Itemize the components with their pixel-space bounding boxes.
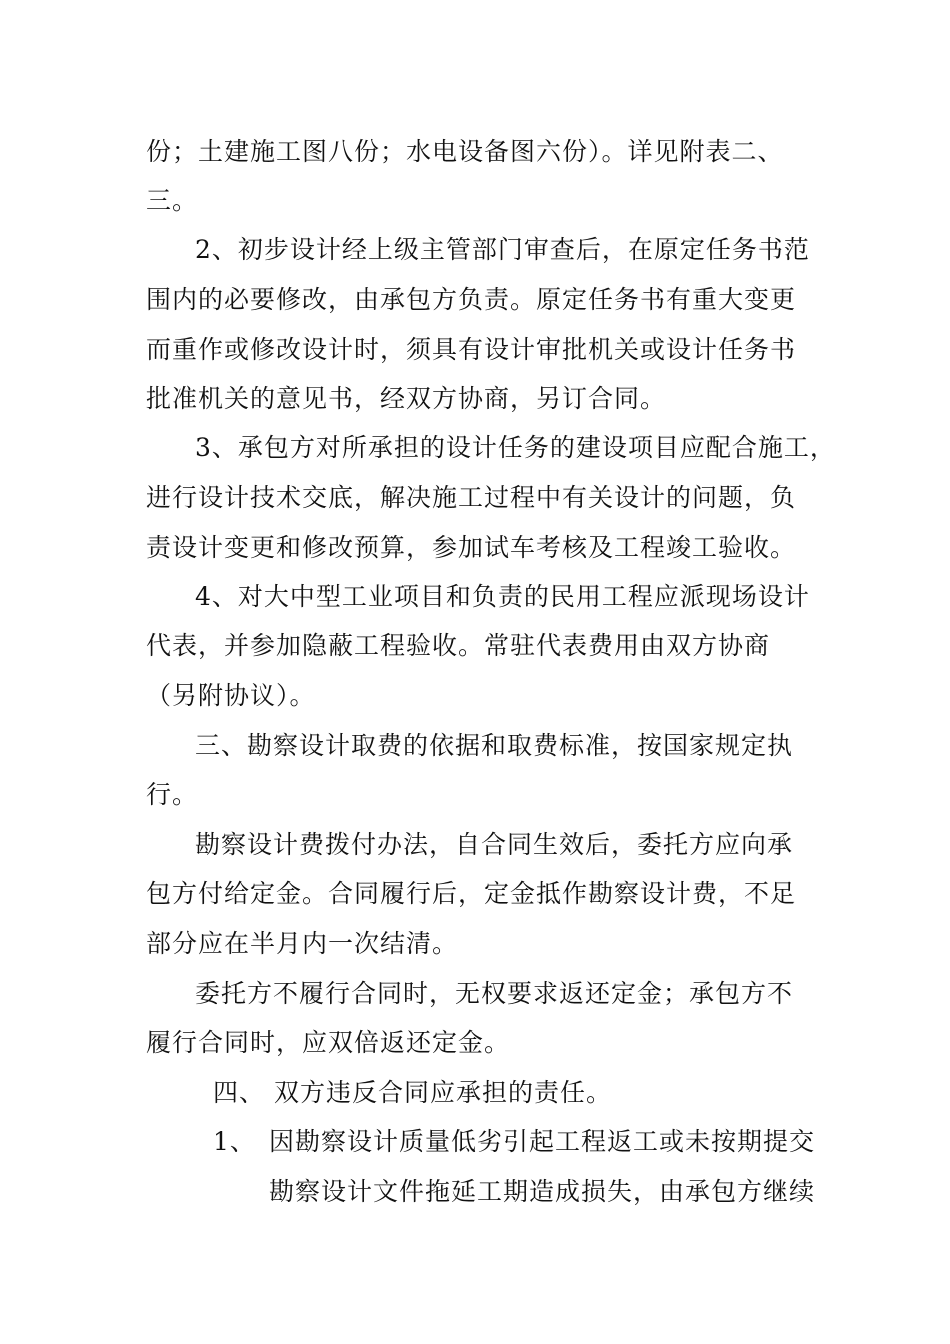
text-line: 责设计变更和修改预算，参加试车考核及工程竣工验收。 (146, 533, 797, 562)
text-line: 围内的必要修改，由承包方负责。原定任务书有重大变更 (146, 285, 797, 314)
text-line: 4、对大中型工业项目和负责的民用工程应派现场设计 (195, 582, 810, 611)
text-line: 部分应在半月内一次结清。 (146, 929, 459, 958)
text-line: 批准机关的意见书，经双方协商，另订合同。 (146, 384, 667, 413)
text-line: 3、承包方对所承担的设计任务的建设项目应配合施工， (195, 433, 836, 462)
text-line: 履行合同时，应双倍返还定金。 (146, 1028, 511, 1057)
text-line: 委托方不履行合同时，无权要求返还定金；承包方不 (195, 979, 794, 1008)
text-line: 勘察设计文件拖延工期造成损失，由承包方继续 (269, 1177, 816, 1206)
text-line: （另附协议）。 (146, 681, 316, 710)
text-line: 代表，并参加隐蔽工程验收。常驻代表费用由双方协商 (146, 631, 771, 660)
text-line: 勘察设计费拨付办法，自合同生效后，委托方应向承 (195, 830, 794, 859)
text-line: 进行设计技术交底，解决施工过程中有关设计的问题，负 (146, 483, 797, 512)
text-line: 包方付给定金。合同履行后，定金抵作勘察设计费，不足 (146, 879, 797, 908)
text-line: 份；土建施工图八份；水电设备图六份）。详见附表二、 (146, 137, 784, 166)
text-line: 因勘察设计质量低劣引起工程返工或未按期提交 (269, 1127, 816, 1156)
text-line: 2、初步设计经上级主管部门审查后，在原定任务书范 (195, 235, 810, 264)
section-heading: 四、 双方违反合同应承担的责任。 (213, 1078, 612, 1107)
list-number: 1、 (213, 1127, 256, 1156)
text-line: 而重作或修改设计时，须具有设计审批机关或设计任务书 (146, 335, 797, 364)
text-line: 三。 (146, 186, 199, 215)
text-line: 行。 (146, 780, 199, 809)
text-line: 三、勘察设计取费的依据和取费标准，按国家规定执 (195, 731, 794, 760)
